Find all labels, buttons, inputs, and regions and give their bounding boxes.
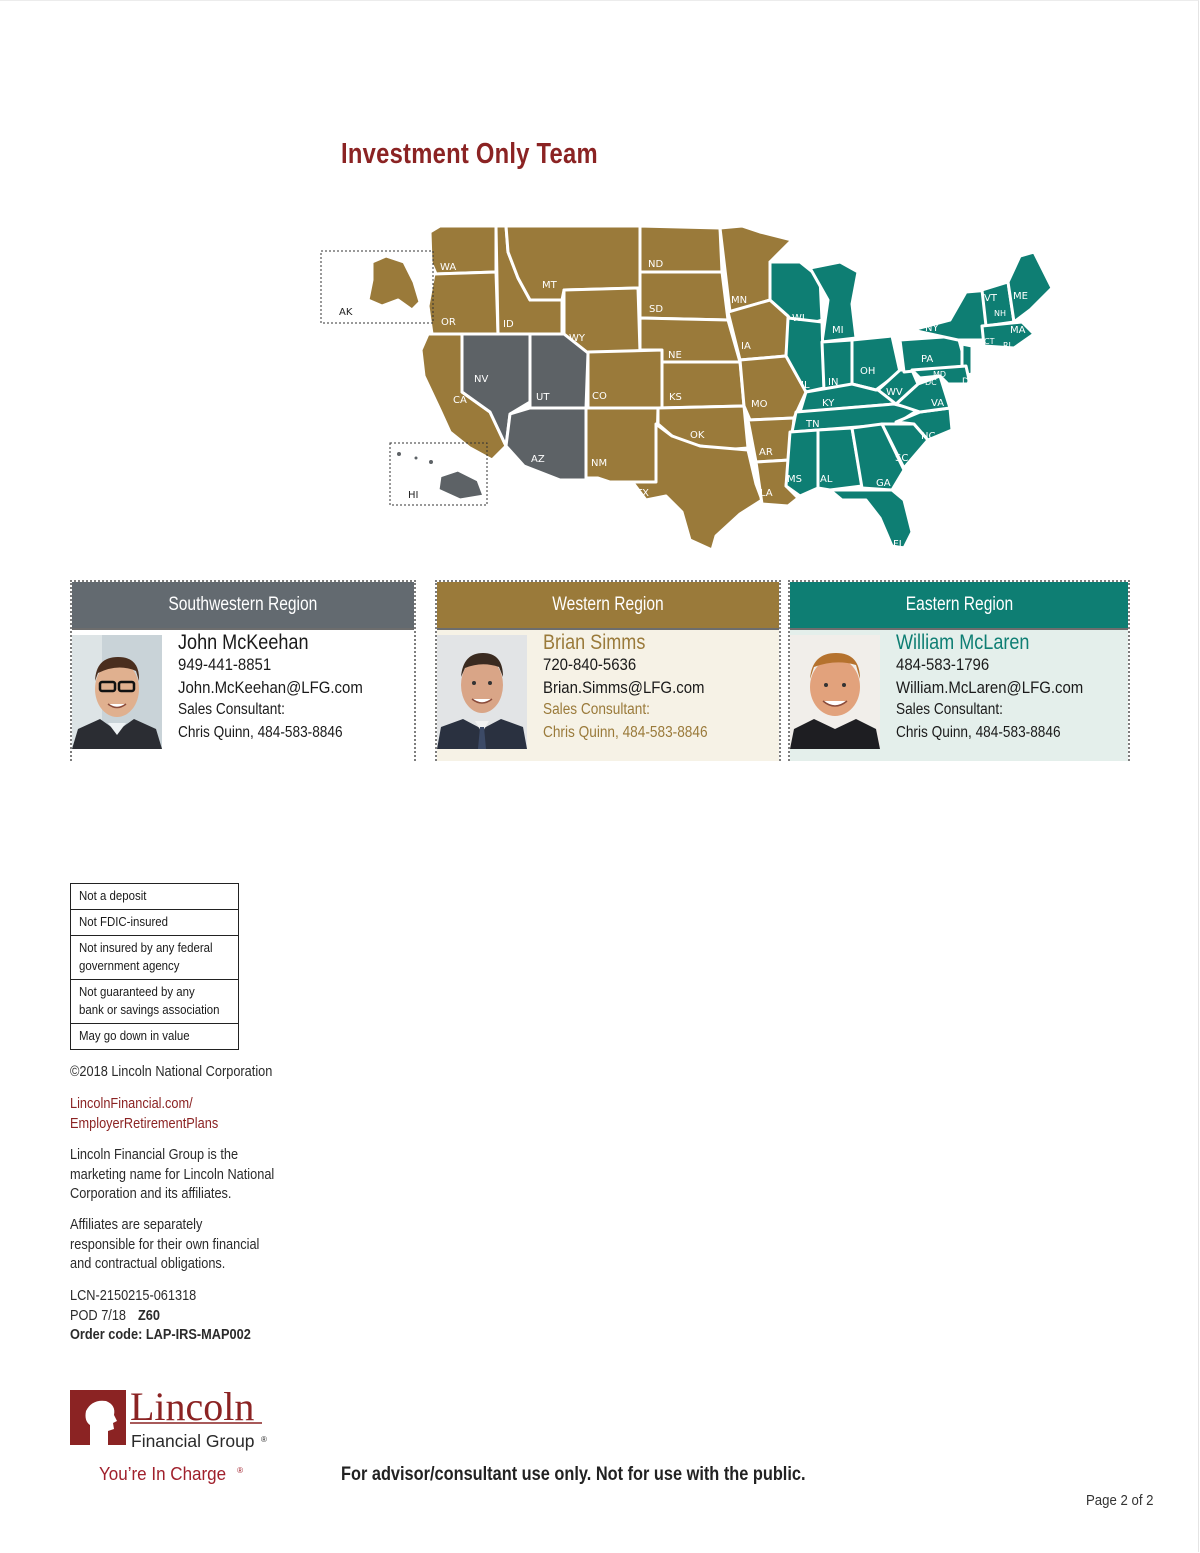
rep-email[interactable]: Brian.Simms@LFG.com	[543, 677, 705, 697]
state-label-or: OR	[441, 317, 456, 328]
rep-email[interactable]: William.McLaren@LFG.com	[896, 677, 1084, 697]
state-label-al: AL	[820, 474, 833, 485]
avatar	[790, 635, 880, 749]
document-codes: LCN-2150215-061318 POD 7/18 Z60 Order code: LAP-IRS-MAP002	[70, 1288, 251, 1343]
state-label-az: AZ	[531, 454, 545, 465]
state-label-sc: SC	[895, 453, 909, 464]
southwestern-region-card	[70, 580, 416, 761]
state-label-nh: NH	[994, 309, 1006, 318]
state-label-ut: UT	[536, 392, 550, 403]
state-label-ga: GA	[876, 478, 891, 489]
svg-text:Lincoln: Lincoln	[130, 1387, 255, 1429]
state-label-la: LA	[760, 488, 773, 499]
state-az	[506, 408, 586, 480]
state-label-nd: ND	[648, 259, 664, 270]
rep-email[interactable]: John.McKeehan@LFG.com	[178, 677, 363, 697]
consultant-contact: Chris Quinn, 484-583-8846	[178, 723, 343, 741]
state-label-vt: VT	[984, 293, 997, 304]
marketing-statement: Lincoln Financial Group is the marketing name for Lincoln National Corporation and its affiliates.	[70, 1147, 275, 1202]
region-header: Southwestern Region	[72, 582, 414, 630]
state-label-oh: OH	[860, 366, 876, 377]
rep-phone: 949-441-8851	[178, 655, 272, 674]
rep-name: William McLaren	[896, 631, 1030, 654]
page-number: Page 2 of 2	[1086, 1492, 1154, 1509]
state-label-nm: NM	[591, 458, 608, 469]
disclaimer-table	[70, 883, 239, 1050]
state-label-ky: KY	[822, 398, 835, 409]
avatar	[437, 635, 527, 749]
rep-name: John McKeehan	[178, 631, 309, 654]
consultant-contact: Chris Quinn, 484-583-8846	[543, 723, 708, 741]
state-label-fl: FL	[893, 539, 905, 550]
affiliates-statement: Affiliates are separately responsible for their own financial and contractual obligations.	[70, 1217, 260, 1272]
state-label-mn: MN	[731, 295, 748, 306]
state-label-me: ME	[1013, 291, 1028, 302]
disclaimer-row: Not FDIC-insured	[71, 910, 238, 936]
state-label-ri: RI	[1003, 341, 1011, 350]
state-label-ny: NY	[925, 323, 939, 334]
consultant-contact: Chris Quinn, 484-583-8846	[896, 723, 1061, 741]
state-label-nv: NV	[474, 374, 489, 385]
state-label-tn: TN	[806, 419, 820, 430]
state-label-co: CO	[592, 391, 607, 402]
state-label-ar: AR	[759, 447, 773, 458]
state-label-pa: PA	[921, 354, 934, 365]
state-label-wa: WA	[440, 262, 457, 273]
state-label-mo: MO	[751, 399, 768, 410]
state-label-va: VA	[931, 398, 945, 409]
state-label-in: IN	[828, 377, 839, 388]
rep-name: Brian Simms	[543, 631, 646, 654]
state-label-hi: HI	[408, 490, 419, 501]
website-link[interactable]: LincolnFinancial.com/ EmployerRetirementPlans	[70, 1096, 219, 1132]
rep-phone: 720-840-5636	[543, 655, 637, 674]
advisor-use-notice: For advisor/consultant use only. Not for use with the public.	[341, 1464, 806, 1485]
svg-text:Financial Group: Financial Group	[131, 1431, 255, 1451]
state-label-sd: SD	[649, 304, 664, 315]
region-header: Western Region	[437, 582, 779, 630]
state-label-ne: NE	[668, 350, 682, 361]
rep-phone: 484-583-1796	[896, 655, 990, 674]
state-or	[428, 272, 498, 334]
consultant-label: Sales Consultant:	[178, 701, 285, 719]
disclaimer-row: Not a deposit	[71, 884, 238, 910]
disclaimer-row: Not guaranteed by any bank or savings association	[71, 980, 238, 1024]
state-nm	[586, 408, 658, 482]
consultant-label: Sales Consultant:	[543, 701, 650, 719]
eastern-region-card	[788, 580, 1130, 761]
state-label-md: MD	[933, 370, 947, 379]
state-label-wy: WY	[569, 333, 585, 344]
eastern-region-shape	[770, 252, 1052, 548]
state-label-dc: DC	[925, 378, 937, 387]
state-me	[1008, 252, 1052, 322]
avatar	[72, 635, 162, 749]
state-label-id: ID	[503, 319, 514, 330]
page-title: Investment Only Team	[341, 138, 598, 170]
state-label-ms: MS	[787, 474, 802, 485]
state-label-ma: MA	[1010, 325, 1026, 336]
tagline: You’re In Charge ®	[99, 1463, 244, 1484]
state-label-ak: AK	[339, 307, 353, 318]
state-label-mt: MT	[542, 280, 557, 291]
state-label-wv: WV	[886, 387, 903, 398]
state-label-nj: NJ	[972, 362, 983, 373]
state-label-mi: MI	[832, 325, 844, 336]
state-label-wi: WI	[792, 313, 805, 324]
state-label-tx: TX	[636, 488, 649, 499]
svg-text:®: ®	[261, 1435, 267, 1444]
state-ny	[912, 290, 990, 340]
state-label-ct: CT	[984, 337, 995, 346]
state-label-ca: CA	[453, 395, 467, 406]
us-region-map	[315, 212, 1060, 557]
state-label-nc: NC	[921, 431, 936, 442]
western-region-card	[435, 580, 781, 761]
state-label-ia: IA	[741, 341, 751, 352]
state-ak	[368, 256, 420, 310]
disclaimer-row: Not insured by any federal government agency	[71, 936, 238, 980]
state-label-de: DE	[962, 377, 975, 387]
state-ms	[786, 430, 818, 496]
region-header: Eastern Region	[790, 582, 1128, 630]
state-label-il: IL	[801, 380, 810, 391]
consultant-label: Sales Consultant:	[896, 701, 1003, 719]
state-label-ks: KS	[669, 392, 682, 403]
disclaimer-row: May go down in value	[71, 1024, 238, 1050]
state-label-ok: OK	[690, 430, 705, 441]
state-hi	[438, 470, 484, 500]
copyright: ©2018 Lincoln National Corporation	[70, 1064, 273, 1080]
